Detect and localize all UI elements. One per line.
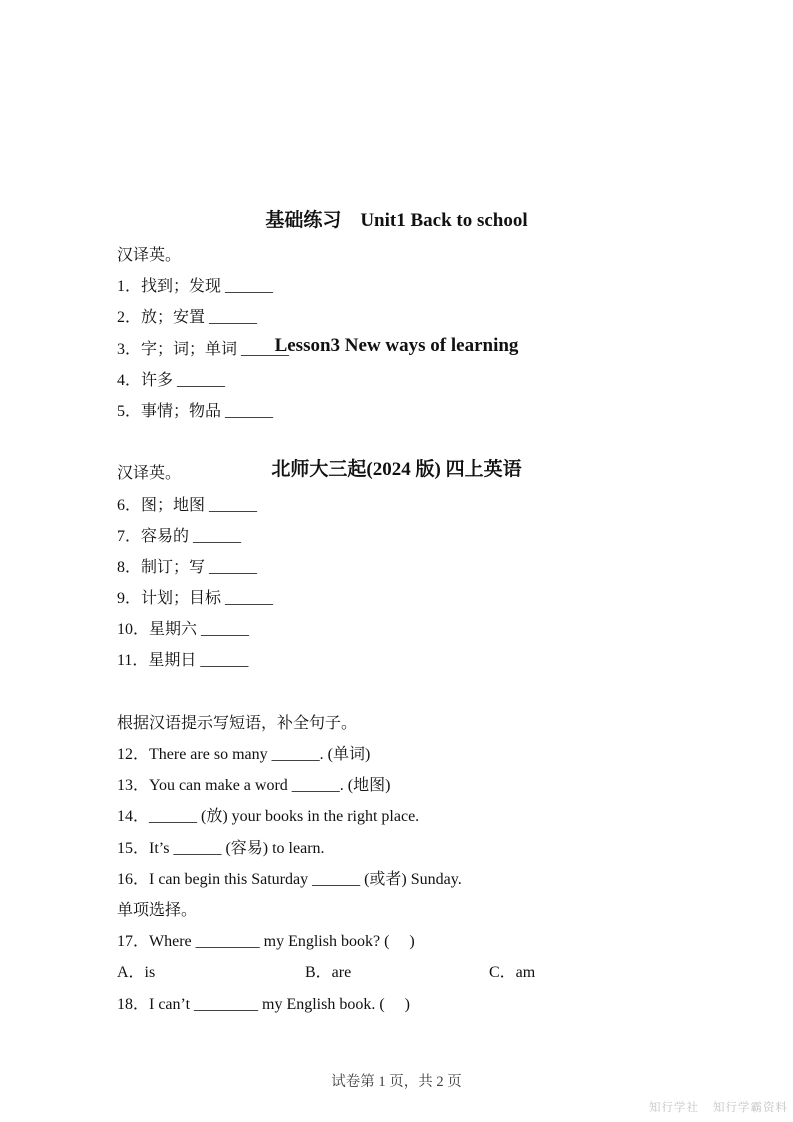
question-16: 16．I can begin this Saturday ______ (或者) Sunday. [117,870,462,888]
page-number-footer: 试卷第 1 页，共 2 页 [331,1074,462,1090]
question-4: 4．许多 ______ [117,371,226,389]
question-11: 11．星期日 ______ [117,652,249,670]
section-header-translation-1: 汉译英。 [117,247,182,264]
question-17: 17．Where ________ my English book? ( ) [117,933,415,951]
question-10: 10．星期六 ______ [117,621,250,639]
question-5: 5．事情；物品 ______ [117,402,274,420]
title-line-edition: 北师大三起(2024 版) 四上英语 [271,459,522,480]
question-3: 3．字；词；单词 ______ [117,340,290,358]
question-7: 7．容易的 ______ [117,527,242,545]
section-header-fill-in: 根据汉语提示写短语，补全句子。 [117,714,358,732]
watermark-left: 知行学社 [649,1102,699,1114]
spacer [117,427,693,458]
watermark [635,1100,788,1116]
title-line-unit: 基础练习 Unit1 Back to school [265,210,528,231]
option-b: B．are [305,964,352,982]
watermark-right: 知行学霸资料 [713,1102,788,1114]
question-17-options [117,957,693,988]
worksheet-body [117,240,693,1020]
question-2: 2．放；安置 ______ [117,309,258,327]
question-14: 14．______ (放) your books in the right place. [117,808,420,826]
option-c: C．am [489,964,536,982]
question-15: 15．It’s ______ (容易) to learn. [117,839,325,857]
option-a: A．is [117,964,156,982]
question-9: 9．计划；目标 ______ [117,590,274,608]
section-header-translation-2: 汉译英。 [117,465,182,483]
question-13: 13．You can make a word ______. (地图) [117,777,391,795]
section-header-multiple-choice: 单项选择。 [117,901,198,919]
question-18: 18．I can’t ________ my English book. ( ) [117,995,411,1013]
question-8: 8．制订；写 ______ [117,558,258,576]
question-12: 12．There are so many ______. (单词) [117,746,371,763]
question-6: 6．图；地图 ______ [117,496,258,514]
spacer [117,677,693,708]
title-line-lesson: Lesson3 New ways of learning [274,334,519,356]
question-1: 1．找到；发现 ______ [117,278,274,296]
